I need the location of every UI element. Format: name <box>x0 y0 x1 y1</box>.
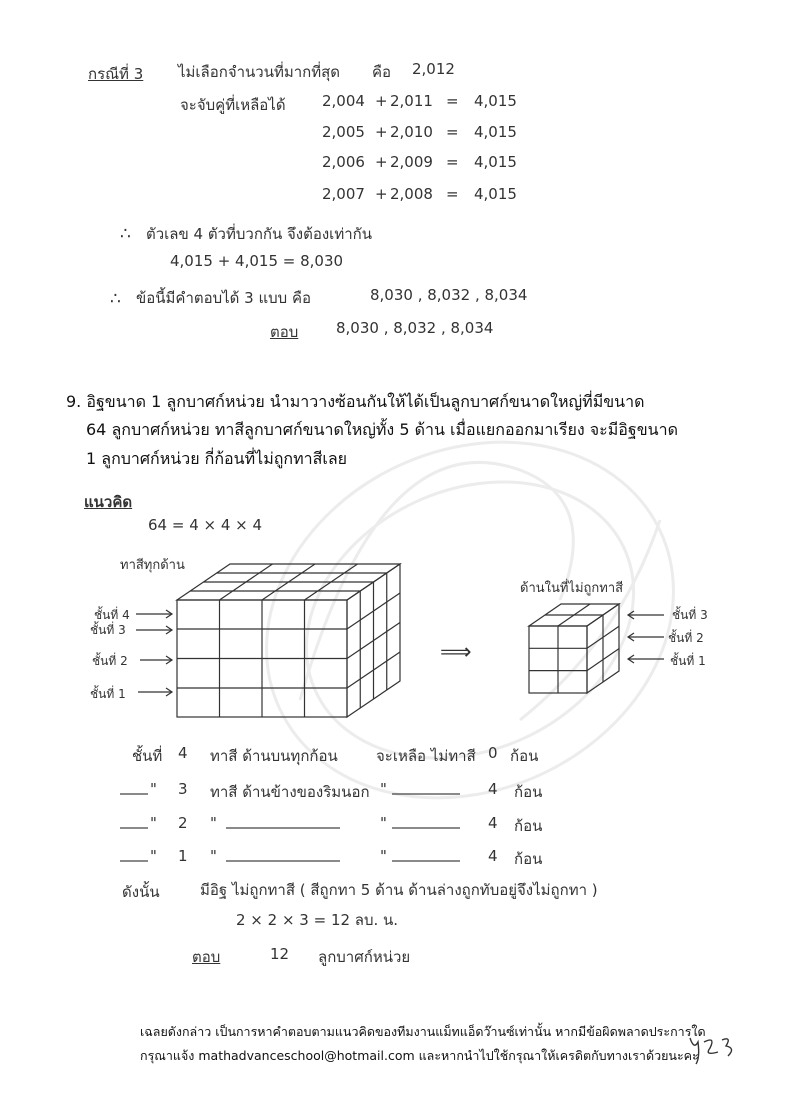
big-layer-label: ชั้นที่ 4 <box>94 608 130 622</box>
row-desc: " <box>210 847 217 865</box>
answers-values: 8,030 , 8,032 , 8,034 <box>370 286 528 304</box>
row-count: 4 <box>488 780 498 798</box>
therefore-text: ตัวเลข 4 ตัวที่บวกกัน จึงต้องเท่ากัน <box>146 225 372 243</box>
row-unit: ก้อน <box>514 850 543 868</box>
row-num: 3 <box>178 780 188 798</box>
so-text: มีอิฐ ไม่ถูกทาสี ( สีถูกทา 5 ด้าน ด้านล่างถูกทับอยู่จึงไม่ถูกทา ) <box>200 881 598 899</box>
implies-arrow-icon: ⟹ <box>440 640 472 665</box>
row-count: 4 <box>488 814 498 832</box>
row-desc: ทาสี ด้านข้างของริมนอก <box>210 783 370 801</box>
row-remain: จะเหลือ ไม่ทาสี <box>376 747 476 765</box>
row-desc: ทาสี ด้านบนทุกก้อน <box>210 747 338 765</box>
pair-b: 2,010 <box>390 123 433 141</box>
row-num: 2 <box>178 814 188 832</box>
row-layer: " <box>150 814 157 832</box>
so-label: ดังนั้น <box>122 883 160 901</box>
equals-sign: = <box>446 92 459 110</box>
answers-text: ข้อนี้มีคำตอบได้ 3 แบบ คือ <box>136 289 312 307</box>
case3-value: 2,012 <box>412 60 455 78</box>
footer-line2: กรุณาแจ้ง mathadvanceschool@hotmail.com และหากนำไปใช้กรุณาให้เครดิตกับทางเราด้วยนะคะ <box>140 1048 699 1063</box>
plus-sign: + <box>375 123 388 141</box>
row-unit: ก้อน <box>510 747 539 765</box>
solution-calc: 2 × 2 × 3 = 12 ลบ. น. <box>236 911 399 929</box>
case3-keyword: คือ <box>372 63 392 81</box>
small-layer-label: ชั้นที่ 3 <box>672 608 708 622</box>
signature-mark <box>686 1028 746 1068</box>
final-answer-label: ตอบ <box>192 948 221 966</box>
case3-text: ไม่เลือกจำนวนที่มากที่สุด <box>178 63 341 81</box>
row-unit: ก้อน <box>514 783 543 801</box>
pair-a: 2,004 <box>322 92 365 110</box>
row-layer: " <box>150 780 157 798</box>
row-remain: " <box>380 780 387 798</box>
case3-pairs-label: จะจับคู่ที่เหลือได้ <box>180 96 286 114</box>
big-layer-label: ชั้นที่ 2 <box>92 654 128 668</box>
row-remain: " <box>380 814 387 832</box>
pair-a: 2,006 <box>322 153 365 171</box>
row-num: 4 <box>178 744 188 762</box>
case3-heading: กรณีที่ 3 <box>88 65 144 83</box>
pair-b: 2,011 <box>390 92 433 110</box>
pair-sum: 4,015 <box>474 123 517 141</box>
equals-sign: = <box>446 123 459 141</box>
unpainted-label: ด้านในที่ไม่ถูกทาสี <box>520 581 624 596</box>
equals-sign: = <box>446 153 459 171</box>
row-layer: " <box>150 847 157 865</box>
pair-sum: 4,015 <box>474 185 517 203</box>
row-desc: " <box>210 814 217 832</box>
final-answer-value: 12 <box>270 945 290 963</box>
row-count: 0 <box>488 744 498 762</box>
plus-sign: + <box>375 153 388 171</box>
pair-sum: 4,015 <box>474 153 517 171</box>
solution-heading: แนวคิด <box>84 493 133 511</box>
final-answer-unit: ลูกบาศก์หน่วย <box>318 948 411 966</box>
solution-equation: 64 = 4 × 4 × 4 <box>148 516 263 534</box>
pair-a: 2,007 <box>322 185 365 203</box>
answer-label: ตอบ <box>270 323 299 341</box>
pair-a: 2,005 <box>322 123 365 141</box>
therefore-symbol: ∴ <box>110 289 121 309</box>
big-layer-label: ชั้นที่ 1 <box>90 687 126 701</box>
pair-b: 2,008 <box>390 185 433 203</box>
painted-label: ทาสีทุกด้าน <box>120 558 185 573</box>
answer-values: 8,030 , 8,032 , 8,034 <box>336 319 494 337</box>
row-unit: ก้อน <box>514 817 543 835</box>
equals-sign: = <box>446 185 459 203</box>
row-layer: ชั้นที่ <box>132 747 163 765</box>
pair-b: 2,009 <box>390 153 433 171</box>
plus-sign: + <box>375 92 388 110</box>
plus-sign: + <box>375 185 388 203</box>
big-layer-label: ชั้นที่ 3 <box>90 623 126 637</box>
therefore-symbol: ∴ <box>120 224 131 244</box>
row-count: 4 <box>488 847 498 865</box>
row-remain: " <box>380 847 387 865</box>
problem9-line2: 64 ลูกบาศก์หน่วย ทาสีลูกบาศก์ขนาดใหญ่ทั้ง 5 ด้าน เมื่อแยกออกมาเรียง จะมีอิฐขนาด <box>86 420 678 439</box>
footer-line1: เฉลยดังกล่าว เป็นการหาคำตอบตามแนวคิดของทีมงานแม็ทแอ็ดว๊านซ์เท่านั้น หากมีข้อผิดพลาดประการใด <box>140 1024 706 1039</box>
row-num: 1 <box>178 847 188 865</box>
small-layer-label: ชั้นที่ 1 <box>670 654 706 668</box>
case3-calc: 4,015 + 4,015 = 8,030 <box>170 252 344 270</box>
pair-sum: 4,015 <box>474 92 517 110</box>
small-layer-label: ชั้นที่ 2 <box>668 631 704 645</box>
problem9-line1: 9. อิฐขนาด 1 ลูกบาศก์หน่วย นำมาวางซ้อนกันให้ได้เป็นลูกบาศก์ขนาดใหญ่ที่มีขนาด <box>66 392 645 411</box>
problem9-line3: 1 ลูกบาศก์หน่วย กี่ก้อนที่ไม่ถูกทาสีเลย <box>86 449 348 468</box>
